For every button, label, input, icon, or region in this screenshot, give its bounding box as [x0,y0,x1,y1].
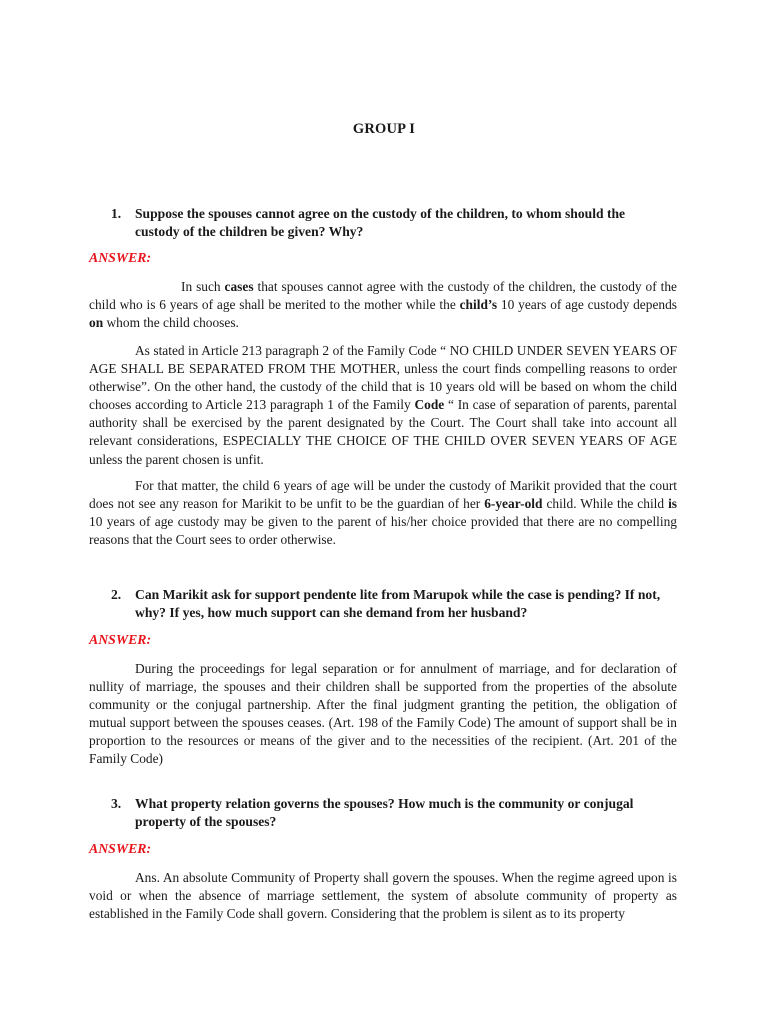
text-run: During the proceedings for legal separation or for annulment of marriage, and for declaration of nullity of marriage, the spouses and their children shall be supported from the properties of the absolute community or the conjugal partnership. After the final judgment granting the petition, the obligation of mutual support between the spouses ceases. (Art. 198 of the Family Code) The amount of support shall be in proportion to the resources or means of the giver and to the necessities of the recipient. (Art. 201 of the Family Code) [89,661,677,767]
question-1 [111,205,671,241]
text-run: As stated in Article 213 paragraph 2 of the Family Code “ NO CHILD UNDER SEVEN YEARS OF AGE SHALL BE SEPARATED FROM THE MOTHER, unless the court finds compelling reasons to order otherwise”. On the other hand, the custody of the child that is 10 years old will be based on whom the child chooses according to Article 213 paragraph 1 of the Family [89,343,677,413]
text-run: 10 years of age custody may be given to the parent of his/her choice provided that there are no compelling reasons that the Court sees to order otherwise. [89,514,677,548]
answer-paragraph [89,869,677,923]
question-number: 1. [111,206,122,221]
text-run: child. While the child [542,496,669,512]
text-run: For that matter, the child 6 years of age will be under the custody of Marikit provided that the court does not see any reason for Marikit to be unfit to be the guardian of her [89,478,677,512]
text-run: “ In case of separation of parents, parental authority shall be exercised by the parent designated by the Court. The Court shall take into account all relevant considerations, ESPECIALLY THE CHOICE OF THE CHILD OVER SEVEN YEARS OF AGE unless the parent chosen is unfit. [89,397,677,467]
bold-run: 6-year-old [484,496,543,512]
question-text: What property relation governs the spouses? How much is the community or conjugal property of the spouses? [135,796,634,829]
text-run: 10 years of age custody depends [497,297,677,313]
text-run: Ans. An absolute Community of Property shall govern the spouses. When the regime agreed upon is void or when the absence of marriage settlement, the system of absolute community of property as established in the Family Code shall govern. Considering that the problem is silent as to its property [89,870,677,922]
text-run: In such [181,279,225,294]
answer-paragraph [89,660,677,769]
bold-run: on [89,315,104,331]
answer-paragraph [89,342,677,469]
question-3 [111,795,671,831]
bold-run: child’s [459,297,498,313]
question-text: Can Marikit ask for support pendente lite from Marupok while the case is pending? If not, why? If yes, how much support can she demand from her husband? [135,587,661,620]
answer-paragraph [89,477,677,549]
answer-label: ANSWER: [89,250,152,265]
bold-run: Code [414,397,445,413]
question-number: 2. [111,587,122,602]
text-run: that spouses cannot agree with the custody of the children, the custody of the child who is 6 years of age shall be merited to the mother while the [89,279,677,313]
answer-paragraph [89,278,677,332]
question-number: 3. [111,796,122,811]
text-run: whom the child chooses. [103,315,239,331]
page-title: GROUP I [352,121,416,137]
bold-run: is [668,496,677,512]
question-text: Suppose the spouses cannot agree on the custody of the children, to whom should the custody of the children be given? Why? [135,206,626,239]
answer-label: ANSWER: [89,841,152,856]
bold-run: cases [224,279,254,294]
answer-label: ANSWER: [89,632,152,647]
question-2 [111,586,671,622]
